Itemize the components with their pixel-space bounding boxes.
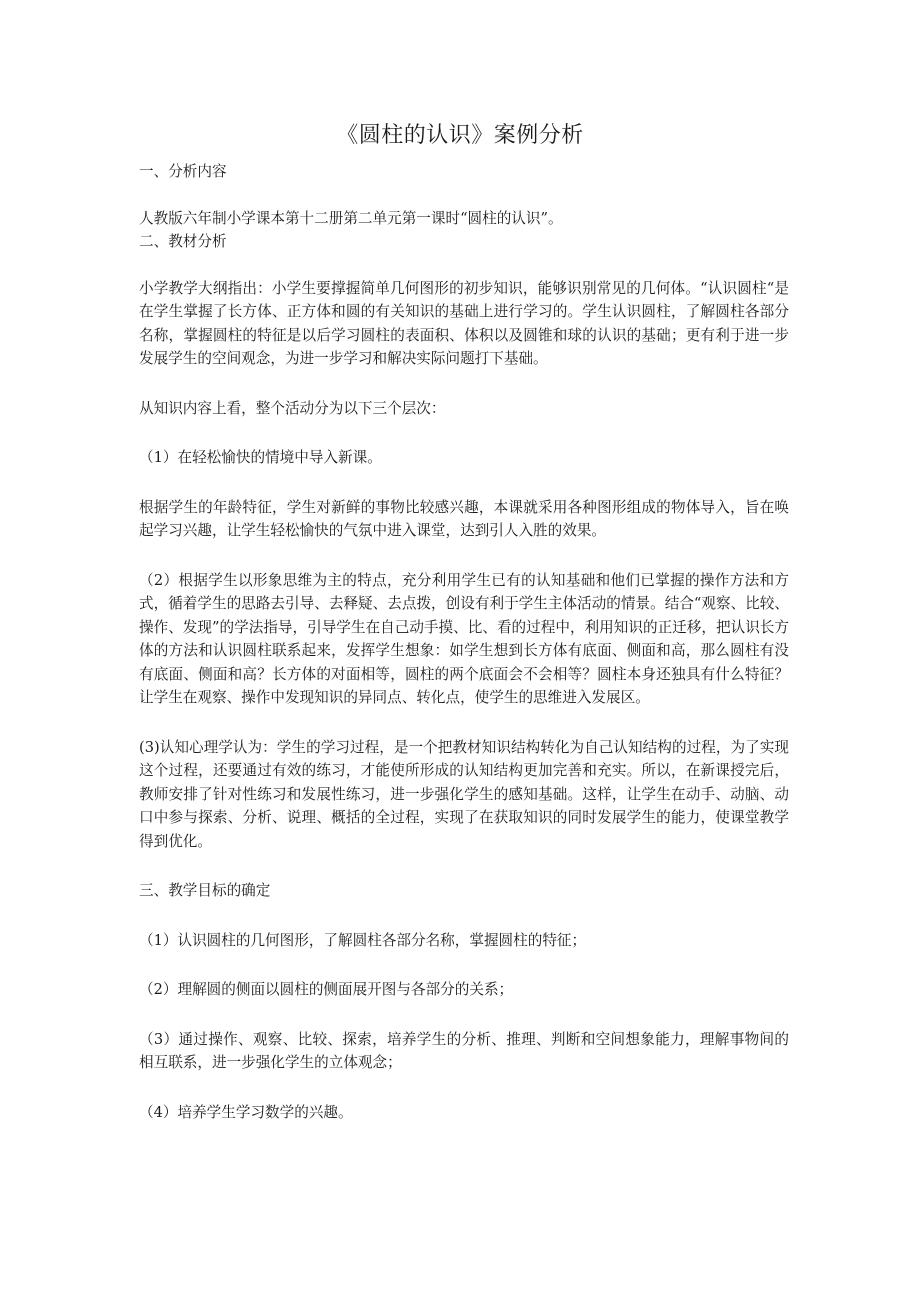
paragraph: (3)认知心理学认为：学生的学习过程，是一个把教材知识结构转化为自己认知结构的过程，为了实现这个过程，还要通过有效的练习，才能使所形成的认知结构更加完善和充实。所以，在新课授完后，教师安排了针对性练习和发展性练习，进一步强化学生的感知基础。这样，让学生在动手、动脑、动口中参与探索、分析、说理、概括的全过程，实现了在获取知识的同时发展学生的能力，使课堂教学得到优化。 xyxy=(139,738,789,850)
section-heading-textbook-analysis: 二、教材分析 xyxy=(139,233,227,250)
paragraph: （1）在轻松愉快的情境中导入新课。 xyxy=(139,449,382,466)
list-item: （3）通过操作、观察、比较、探索，培养学生的分析、推理、判断和空间想象能力，理解事物间的相互联系，进一步强化学生的立体观念； xyxy=(139,1030,789,1071)
section-heading-analysis-content: 一、分析内容 xyxy=(139,163,227,180)
list-item: （4）培养学生学习数学的兴趣。 xyxy=(139,1103,353,1121)
document-title: 《圆柱的认识》案例分析 xyxy=(336,123,584,148)
list-item: （2）理解圆的侧面以圆柱的侧面展开图与各部分的关系； xyxy=(139,981,514,998)
paragraph: （2）根据学生以形象思维为主的特点，充分利用学生已有的认知基础和他们已掌握的操作方法和方式，循着学生的思路去引导、去释疑、去点拨，创设有利于学生主体活动的情景。结合“观察、比较、操作、发现”的学法指导，引导学生在自己动手摸、比、看的过程中，利用知识的正迁移，把认识长方体的方法和认识圆柱联系起来，发挥学生想象：如学生想到长方体有底面、侧面和高，那么圆柱有没有底面、侧面和高？长方体的对面相等，圆柱的两个底面会不会相等？圆柱本身还独具有什么特征？让学生在观察、操作中发现知识的异同点、转化点，使学生的思维进入发展区。 xyxy=(139,571,789,706)
paragraph: 小学教学大纲指出：小学生要撑握简单几何图形的初步知识，能够识别常见的几何体。“认识圆柱“是在学生掌握了长方体、正方体和圆的有关知识的基础上进行学习的。学生认识圆柱，了解圆柱各部分名称，掌握圆柱的特征是以后学习圆柱的表面积、体积以及圆锥和球的认识的基础；更有利于进一步发展学生的空间观念，为进一步学习和解决实际问题打下基础。 xyxy=(139,279,789,367)
list-item: （1）认识圆柱的几何图形，了解圆柱各部分名称，掌握圆柱的特征； xyxy=(139,931,587,949)
paragraph: 从知识内容上看，整个活动分为以下三个层次： xyxy=(139,399,446,417)
paragraph: 根据学生的年龄特征，学生对新鲜的事物比较感兴趣，本课就采用各种图形组成的物体导入，旨在唤起学习兴趣，让学生轻松愉快的气氛中进入课堂，达到引人入胜的效果。 xyxy=(139,498,789,539)
section-heading-teaching-objectives: 三、教学目标的确定 xyxy=(139,882,271,899)
paragraph: 人教版六年制小学课本第十二册第二单元第一课时“圆柱的认识”。 xyxy=(139,209,563,227)
document-body xyxy=(139,160,789,1124)
